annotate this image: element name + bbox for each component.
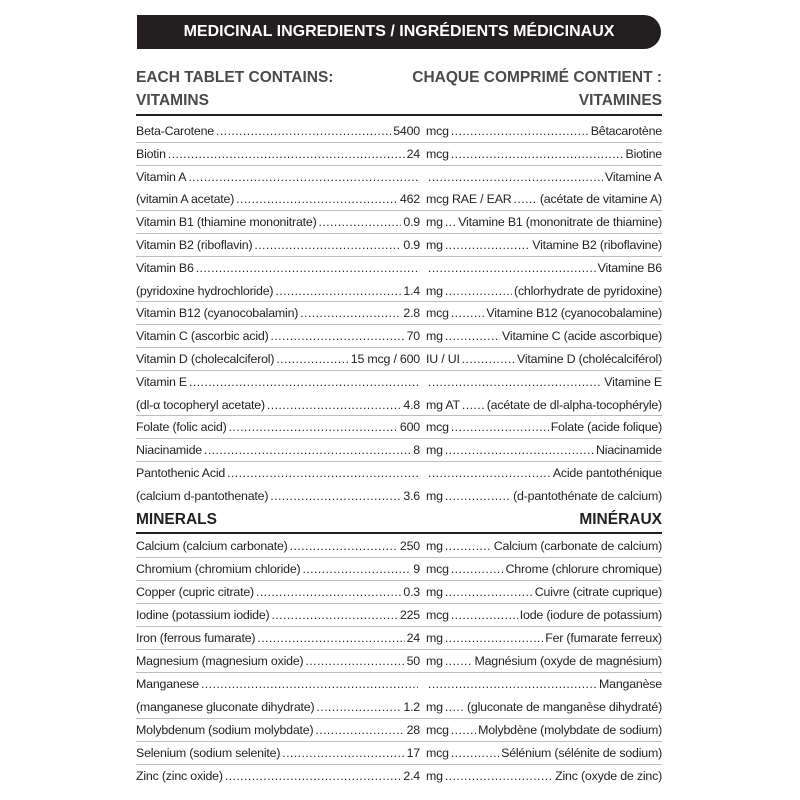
vitamin-line [136, 189, 662, 209]
leader-dots [300, 303, 401, 323]
ingredient-unit: mg [426, 585, 443, 599]
mineral-line [136, 605, 662, 625]
ingredient-amount: 17 [406, 746, 420, 760]
leader-dots [428, 463, 551, 483]
french-entry [426, 395, 662, 415]
ingredient-unit: mcg [426, 562, 449, 576]
ingredient-amount: 70 [406, 329, 420, 344]
french-entry [426, 743, 662, 763]
leader-dots [315, 720, 404, 740]
ingredient-name: Molybdenum (sodium molybdate) [136, 723, 314, 737]
ingredient-amount: 28 [406, 723, 420, 737]
row-separator [136, 233, 662, 234]
ingredient-amount: 9 [413, 562, 420, 576]
leader-dots [445, 326, 500, 346]
leader-dots [188, 167, 418, 187]
leader-dots [445, 235, 530, 255]
ingredient-amount: 50 [406, 654, 420, 668]
leader-dots [282, 743, 404, 763]
ingredient-unit: mcg [426, 124, 449, 138]
leader-dots [445, 536, 492, 556]
english-entry [136, 536, 420, 556]
vitamin-line [136, 463, 662, 483]
english-entry [136, 349, 420, 369]
vitamines-heading: VITAMINES [578, 92, 662, 109]
vitamin-line [136, 167, 662, 187]
ingredient-unit: mcg [426, 306, 449, 321]
ingredient-unit: mcg [426, 723, 449, 737]
english-entry [136, 766, 420, 786]
leader-dots [275, 281, 401, 301]
leader-dots [428, 167, 603, 187]
english-entry [136, 582, 420, 602]
ingredient-name: Vitamin E [136, 374, 187, 389]
row-separator [136, 557, 662, 558]
ingredient-name-fr: Vitamine B6 [597, 260, 662, 275]
english-entry [136, 121, 420, 141]
ingredient-amount: 5400 [393, 124, 420, 138]
mineral-line [136, 766, 662, 786]
row-separator [136, 165, 662, 166]
minerals-heading: MINERALS [136, 511, 217, 528]
ingredient-unit: mg [426, 329, 443, 344]
ingredient-name: Calcium (calcium carbonate) [136, 539, 288, 553]
ingredient-name-fr: (gluconate de manganèse dihydraté) [466, 700, 662, 714]
vitamin-line [136, 440, 662, 460]
ingredient-unit: mcg [426, 608, 449, 622]
ingredient-unit: IU / UI [426, 352, 460, 366]
row-separator [136, 626, 662, 627]
ingredient-amount: 0.9 [403, 215, 420, 230]
english-entry [136, 372, 420, 392]
ingredient-amount: 600 [399, 420, 420, 435]
ingredient-name: Copper (cupric citrate) [136, 585, 254, 599]
leader-dots [168, 144, 405, 164]
french-entry [426, 720, 662, 740]
ingredient-name-fr: (acétate de vitamine A) [539, 192, 662, 207]
leader-dots [256, 582, 401, 602]
mineral-line [136, 582, 662, 602]
ingredient-name: Pantothenic Acid [136, 466, 226, 480]
row-separator [136, 438, 662, 439]
leader-dots [267, 395, 401, 415]
french-entry [426, 349, 662, 369]
french-entry [426, 536, 662, 556]
mineral-line [136, 559, 662, 579]
ingredient-name: (calcium d-pantothenate) [136, 488, 269, 503]
vitamin-line [136, 349, 662, 369]
vitamin-line [136, 372, 662, 392]
ingredient-unit: mg [426, 654, 443, 668]
vitamin-line [136, 212, 662, 232]
leader-dots [227, 463, 418, 483]
english-entry [136, 743, 420, 763]
leader-dots [451, 559, 504, 579]
vitamin-line [136, 303, 662, 323]
leader-dots [445, 697, 465, 717]
ingredient-unit: mg [426, 769, 443, 783]
row-separator [136, 603, 662, 604]
vitamin-line [136, 258, 662, 278]
ingredient-name: Biotin [136, 146, 166, 161]
leader-dots [319, 212, 402, 232]
english-entry [136, 144, 420, 164]
english-entry [136, 167, 420, 187]
french-entry [426, 463, 662, 483]
leader-dots [271, 605, 397, 625]
english-entry [136, 486, 420, 506]
leader-dots [428, 258, 596, 278]
french-entry [426, 281, 662, 301]
vitamin-line [136, 144, 662, 164]
french-entry [426, 651, 662, 671]
english-entry [136, 697, 420, 717]
row-separator [136, 741, 662, 742]
english-entry [136, 235, 420, 255]
french-entry [426, 303, 662, 323]
ingredient-name-fr: Magnésium (oxyde de magnésium) [474, 654, 662, 668]
leader-dots [445, 628, 543, 648]
row-separator [136, 764, 662, 765]
ingredient-name: Vitamin B1 (thiamine mononitrate) [136, 215, 317, 230]
french-entry [426, 582, 662, 602]
vitamins-heading: VITAMINS [136, 92, 209, 109]
leader-dots [305, 651, 404, 671]
ingredient-unit: mg [426, 700, 443, 714]
french-entry [426, 212, 662, 232]
ingredient-name: Zinc (zinc oxide) [136, 769, 223, 783]
mineral-line [136, 697, 662, 717]
ingredient-name-fr: (chlorhydrate de pyridoxine) [514, 283, 662, 298]
ingredient-unit: mg [426, 238, 443, 252]
english-entry [136, 212, 420, 232]
leader-dots [445, 651, 473, 671]
french-entry [426, 326, 662, 346]
ingredient-unit: mg AT [426, 397, 460, 412]
english-entry [136, 440, 420, 460]
ingredient-name-fr: Vitamine D (cholécalciférol) [517, 352, 662, 366]
minerals-divider [136, 532, 662, 534]
english-entry [136, 463, 420, 483]
leader-dots [316, 697, 401, 717]
ingredient-unit: mcg RAE / EAR [426, 192, 512, 207]
english-entry [136, 559, 420, 579]
leader-dots [196, 258, 418, 278]
ingredient-amount: 0.3 [403, 585, 420, 599]
leader-dots [462, 349, 515, 369]
vitamin-line [136, 326, 662, 346]
row-separator [136, 142, 662, 143]
ingredient-amount: 15 mcg / 600 [350, 352, 420, 366]
ingredient-name: Selenium (sodium selenite) [136, 746, 281, 760]
row-separator [136, 672, 662, 673]
english-entry [136, 303, 420, 323]
leader-dots [462, 395, 485, 415]
french-entry [426, 258, 662, 278]
leader-dots [451, 303, 485, 323]
english-entry [136, 395, 420, 415]
vitamin-line [136, 486, 662, 506]
ingredient-name: Vitamin A [136, 169, 187, 184]
leader-dots [445, 582, 533, 602]
english-entry [136, 281, 420, 301]
ingredient-name-fr: Vitamine A [604, 169, 662, 184]
ingredient-name: Iodine (potassium iodide) [136, 608, 270, 622]
ingredient-name: (vitamin A acetate) [136, 192, 235, 207]
chaque-comprime-heading: CHAQUE COMPRIMÉ CONTIENT : [412, 69, 662, 86]
leader-dots [204, 440, 411, 460]
french-entry [426, 674, 662, 694]
leader-dots [290, 536, 398, 556]
row-separator [136, 324, 662, 325]
ingredient-name-fr: Vitamine C (acide ascorbique) [502, 329, 662, 344]
french-entry [426, 121, 662, 141]
row-separator [136, 210, 662, 211]
ingredient-unit: mcg [426, 746, 449, 760]
ingredient-name: Manganese [136, 677, 199, 691]
leader-dots [445, 440, 594, 460]
vitamin-line [136, 121, 662, 141]
french-entry [426, 372, 662, 392]
ingredient-amount: 250 [399, 539, 420, 553]
ingredient-name: Vitamin B12 (cyanocobalamin) [136, 306, 299, 321]
ingredient-name-fr: Calcium (carbonate de calcium) [493, 539, 662, 553]
ingredient-name-fr: Zinc (oxyde de zinc) [555, 769, 662, 783]
ingredient-unit: mcg [426, 146, 449, 161]
english-entry [136, 189, 420, 209]
ingredient-amount: 462 [399, 192, 420, 207]
leader-dots [451, 144, 624, 164]
leader-dots [451, 417, 549, 437]
ingredient-name-fr: Chrome (chlorure chromique) [505, 562, 662, 576]
french-entry [426, 440, 662, 460]
french-entry [426, 697, 662, 717]
vitamins-divider [136, 114, 662, 116]
vitamin-line [136, 417, 662, 437]
leader-dots [225, 766, 402, 786]
ingredient-name-fr: Iode (iodure de potassium) [519, 608, 662, 622]
english-entry [136, 651, 420, 671]
english-entry [136, 628, 420, 648]
french-entry [426, 486, 662, 506]
leader-dots [428, 372, 602, 392]
ingredient-amount: 3.6 [403, 488, 420, 503]
leader-dots [257, 628, 404, 648]
ingredient-amount: 1.2 [403, 700, 420, 714]
english-entry [136, 720, 420, 740]
mineraux-heading: MINÉRAUX [579, 511, 662, 528]
ingredient-name: Folate (folic acid) [136, 420, 227, 435]
ingredient-name-fr: Manganèse [599, 677, 662, 691]
ingredient-amount: 24 [406, 146, 420, 161]
english-entry [136, 674, 420, 694]
vitamin-line [136, 235, 662, 255]
ingredient-unit: mg [426, 283, 443, 298]
row-separator [136, 370, 662, 371]
ingredient-name: (pyridoxine hydrochloride) [136, 283, 274, 298]
ingredient-name: Iron (ferrous fumarate) [136, 631, 256, 645]
french-entry [426, 766, 662, 786]
each-tablet-heading: EACH TABLET CONTAINS: [136, 69, 334, 86]
ingredient-amount: 225 [399, 608, 420, 622]
ingredient-unit: mg [426, 215, 443, 230]
leader-dots [216, 121, 391, 141]
ingredient-name: Chromium (chromium chloride) [136, 562, 301, 576]
ingredient-name-fr: Cuivre (citrate cuprique) [534, 585, 662, 599]
ingredient-name: (manganese gluconate dihydrate) [136, 700, 315, 714]
ingredient-amount: 4.8 [403, 397, 420, 412]
english-entry [136, 605, 420, 625]
row-separator [136, 580, 662, 581]
french-entry [426, 167, 662, 187]
english-entry [136, 258, 420, 278]
ingredient-name-fr: Biotine [625, 146, 662, 161]
row-separator [136, 718, 662, 719]
row-separator [136, 461, 662, 462]
ingredient-name-fr: Molybdène (molybdate de sodium) [478, 723, 662, 737]
leader-dots [445, 766, 553, 786]
ingredient-name-fr: Folate (acide folique) [550, 420, 662, 435]
leader-dots [276, 349, 348, 369]
ingredient-name-fr: (acétate de dl-alpha-tocophéryle) [486, 397, 662, 412]
leader-dots [514, 189, 538, 209]
ingredient-name-fr: Vitamine B12 (cyanocobalamine) [486, 306, 662, 321]
french-entry [426, 144, 662, 164]
ingredient-name-fr: Sélénium (sélénite de sodium) [501, 746, 662, 760]
leader-dots [445, 281, 512, 301]
ingredient-name: (dl-α tocopheryl acetate) [136, 397, 265, 412]
ingredient-name-fr: Vitamine E [604, 374, 662, 389]
french-entry [426, 605, 662, 625]
french-entry [426, 559, 662, 579]
french-entry [426, 417, 662, 437]
leader-dots [254, 235, 401, 255]
english-entry [136, 417, 420, 437]
ingredient-name: Vitamin C (ascorbic acid) [136, 329, 269, 344]
leader-dots [428, 674, 597, 694]
ingredient-name-fr: Vitamine B1 (mononitrate de thiamine) [458, 215, 662, 230]
ingredient-name-fr: Niacinamide [596, 443, 662, 458]
leader-dots [236, 189, 398, 209]
row-separator [136, 256, 662, 257]
ingredient-unit: mg [426, 539, 443, 553]
banner-title: MEDICINAL INGREDIENTS / INGRÉDIENTS MÉDICINAUX [183, 23, 615, 40]
ingredient-name: Vitamin B6 [136, 260, 194, 275]
ingredient-name-fr: (d-pantothénate de calcium) [513, 488, 662, 503]
french-entry [426, 628, 662, 648]
ingredient-unit: mg [426, 631, 443, 645]
row-separator [136, 347, 662, 348]
leader-dots [270, 486, 401, 506]
ingredient-name: Niacinamide [136, 443, 202, 458]
ingredient-name: Magnesium (magnesium oxide) [136, 654, 304, 668]
ingredient-amount: 2.8 [403, 306, 420, 321]
vitamin-line [136, 281, 662, 301]
leader-dots [451, 121, 589, 141]
ingredient-unit: mg [426, 488, 443, 503]
ingredient-unit: mg [426, 443, 443, 458]
leader-dots [229, 417, 398, 437]
ingredient-name-fr: Bêtacarotène [590, 124, 662, 138]
french-entry [426, 235, 662, 255]
vitamin-line [136, 395, 662, 415]
ingredient-name-fr: Fer (fumarate ferreux) [545, 631, 662, 645]
leader-dots [451, 743, 499, 763]
mineral-line [136, 674, 662, 694]
ingredient-name: Beta-Carotene [136, 124, 214, 138]
leader-dots [451, 605, 518, 625]
ingredient-name: Vitamin B2 (riboflavin) [136, 238, 253, 252]
ingredient-name: Vitamin D (cholecalciferol) [136, 352, 275, 366]
mineral-line [136, 720, 662, 740]
mineral-line [136, 628, 662, 648]
ingredient-amount: 0.9 [403, 238, 420, 252]
ingredient-amount: 1.4 [403, 283, 420, 298]
row-separator [136, 415, 662, 416]
leader-dots [445, 212, 456, 232]
ingredients-banner [137, 15, 661, 49]
mineral-line [136, 536, 662, 556]
ingredient-name-fr: Vitamine B2 (riboflavine) [532, 238, 662, 252]
row-separator [136, 649, 662, 650]
leader-dots [271, 326, 405, 346]
leader-dots [302, 559, 411, 579]
row-separator [136, 301, 662, 302]
english-entry [136, 326, 420, 346]
mineral-line [136, 651, 662, 671]
ingredient-name-fr: Acide pantothénique [552, 466, 662, 480]
ingredient-amount: 2.4 [403, 769, 420, 783]
french-entry [426, 189, 662, 209]
leader-dots [189, 372, 418, 392]
ingredient-unit: mcg [426, 420, 449, 435]
ingredient-amount: 24 [406, 631, 420, 645]
leader-dots [445, 486, 511, 506]
leader-dots [451, 720, 476, 740]
ingredient-amount: 8 [413, 443, 420, 458]
mineral-line [136, 743, 662, 763]
leader-dots [201, 674, 418, 694]
